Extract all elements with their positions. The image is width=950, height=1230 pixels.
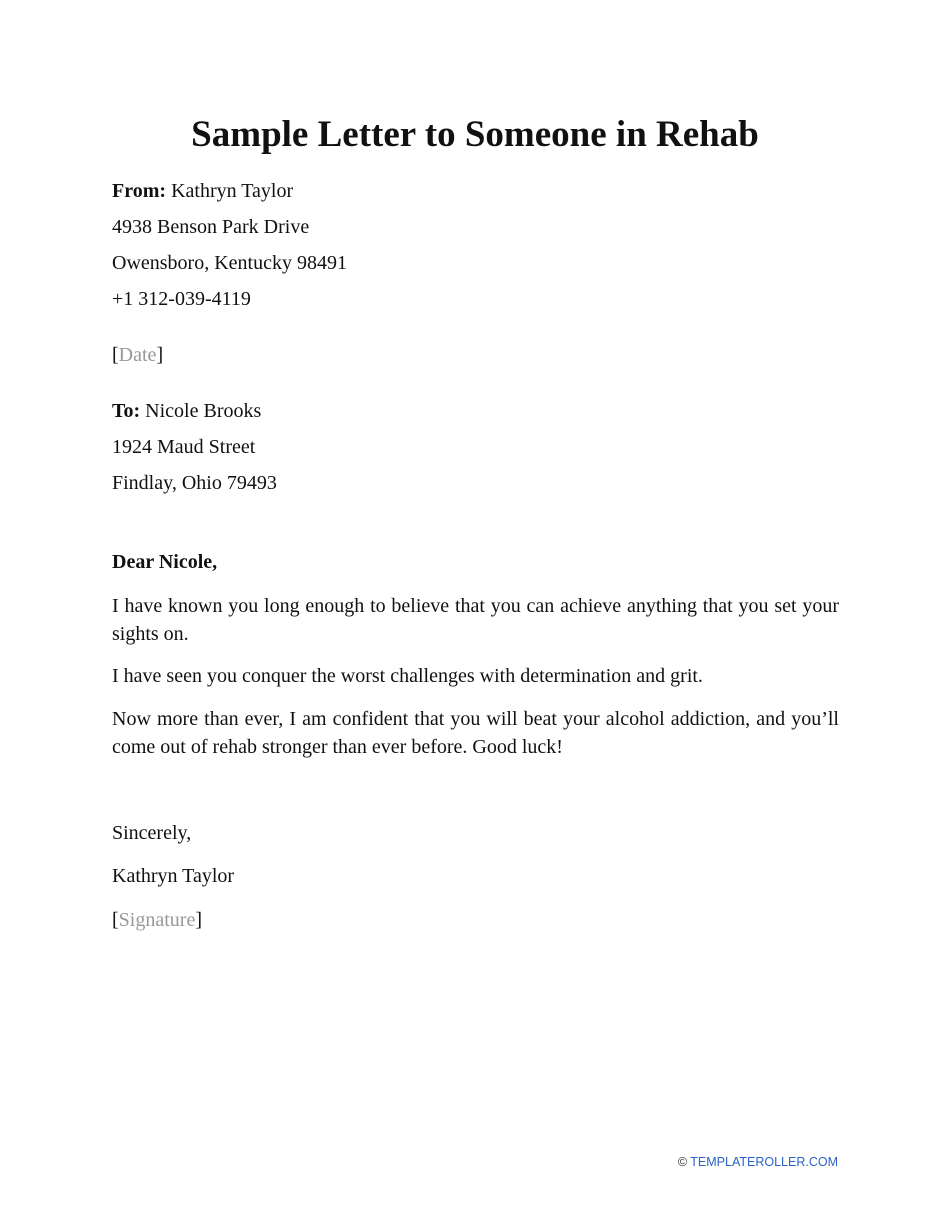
- closing: Sincerely,: [112, 822, 192, 844]
- sender-street: 4938 Benson Park Drive: [112, 216, 310, 238]
- sender-name-line: [112, 178, 293, 204]
- date-line: [Date]: [112, 344, 164, 366]
- templateroller-link[interactable]: TEMPLATEROLLER.COM: [690, 1155, 838, 1169]
- signature-line: [Signature]: [112, 909, 202, 931]
- signature-placeholder[interactable]: Signature: [118, 909, 196, 931]
- sender-city: Owensboro, Kentucky 98491: [112, 252, 347, 274]
- document-title: Sample Letter to Someone in Rehab: [191, 114, 759, 155]
- sender-phone: +1 312-039-4119: [112, 288, 251, 310]
- signer-name: Kathryn Taylor: [112, 865, 235, 887]
- recipient-street: 1924 Maud Street: [112, 436, 256, 458]
- to-label: To:: [112, 400, 141, 422]
- recipient-name-line: [112, 398, 261, 424]
- recipient-city: Findlay, Ohio 79493: [112, 472, 277, 494]
- body-paragraph: Now more than ever, I am confident that you will beat your alcohol addiction, and you’ll come out of rehab stronger than ever before. Good luck!: [112, 708, 839, 758]
- body-paragraph: I have seen you conquer the worst challenges with determination and grit.: [112, 665, 703, 687]
- date-placeholder[interactable]: Date: [118, 344, 157, 366]
- body-paragraph: I have known you long enough to believe that you can achieve anything that you set your sights on.: [112, 595, 839, 645]
- recipient-name: Nicole Brooks: [145, 400, 262, 422]
- footer-credit: [678, 1154, 838, 1170]
- salutation: Dear Nicole,: [112, 551, 218, 573]
- from-label: From:: [112, 180, 167, 202]
- sender-name: Kathryn Taylor: [171, 180, 294, 202]
- copyright-symbol: ©: [677, 1155, 688, 1169]
